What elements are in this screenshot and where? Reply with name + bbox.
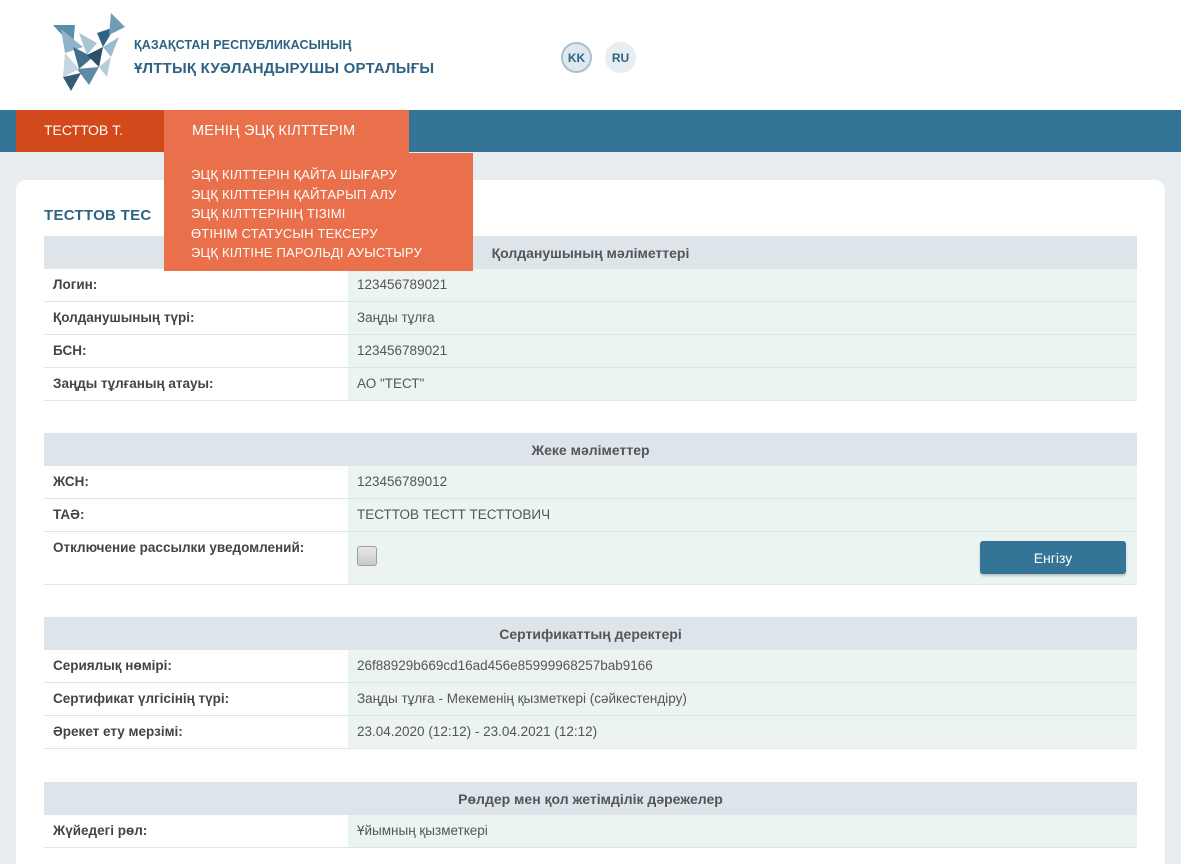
row-value: Ұйымның қызметкері — [348, 815, 1137, 847]
row-value — [348, 532, 1137, 584]
row-label: ТАӘ: — [44, 499, 348, 531]
row-value: АО "ТЕСТ" — [348, 368, 1137, 400]
row-value: 123456789021 — [348, 269, 1137, 301]
notify-disable-checkbox[interactable] — [357, 546, 377, 566]
table-header: Жеке мәліметтер — [44, 433, 1137, 466]
org-logo[interactable] — [53, 13, 129, 91]
row-label: Отключение рассылки уведомлений: — [44, 532, 348, 584]
dropdown-item-change-password[interactable]: ЭЦҚ КІЛТІНЕ ПАРОЛЬДІ АУЫСТЫРУ — [191, 245, 422, 260]
dropdown-item-reissue-keys[interactable]: ЭЦҚ КІЛТТЕРІН ҚАЙТА ШЫҒАРУ — [191, 167, 398, 182]
row-label: Әрекет ету мерзімі: — [44, 716, 348, 748]
dropdown-item-revoke-keys[interactable]: ЭЦҚ КІЛТТЕРІН ҚАЙТАРЫП АЛУ — [191, 186, 397, 202]
dropdown-item-check-status[interactable]: ӨТІНІМ СТАТУСЫН ТЕКСЕРУ — [191, 225, 378, 241]
row-value: 26f88929b669cd16ad456e85999968257bab9166 — [348, 650, 1137, 682]
nav-my-keys-menu[interactable]: МЕНІҢ ЭЦҚ КІЛТТЕРІМ — [164, 110, 409, 153]
table-row — [44, 815, 1137, 848]
roles-table — [44, 782, 1137, 848]
my-keys-dropdown — [164, 153, 473, 271]
table-row — [44, 368, 1137, 401]
row-label: Логин: — [44, 269, 348, 301]
row-label: Сериялық нөмірі: — [44, 650, 348, 682]
org-name-line1: ҚАЗАҚСТАН РЕСПУБЛИКАСЫНЫҢ — [134, 38, 352, 52]
table-row — [44, 650, 1137, 683]
row-value: 123456789021 — [348, 335, 1137, 367]
table-header: Қолданушының мәліметтері — [44, 236, 1137, 269]
row-label: Сертификат үлгісінің түрі: — [44, 683, 348, 715]
table-row — [44, 466, 1137, 499]
row-value: 23.04.2020 (12:12) - 23.04.2021 (12:12) — [348, 716, 1137, 748]
submit-button[interactable]: Енгізу — [980, 541, 1126, 574]
table-row — [44, 716, 1137, 749]
org-name — [134, 38, 434, 77]
table-header: Сертификаттың деректері — [44, 617, 1137, 650]
table-header: Рөлдер мен қол жетімділік дәрежелер — [44, 782, 1137, 815]
org-name-line2: ҰЛТТЫҚ КУӘЛАНДЫРУШЫ ОРТАЛЫҒЫ — [134, 60, 435, 77]
row-label: Заңды тұлғаның атауы: — [44, 368, 348, 400]
row-value: 123456789012 — [348, 466, 1137, 498]
lang-kk-button[interactable]: KK — [561, 42, 592, 73]
row-label: БСН: — [44, 335, 348, 367]
table-row — [44, 302, 1137, 335]
lang-ru-button[interactable]: RU — [605, 42, 636, 73]
nav-user-menu[interactable]: ТЕСТТОВ Т. — [16, 110, 164, 152]
row-label: Жүйедегі рөл: — [44, 815, 348, 847]
table-row — [44, 499, 1137, 532]
table-row — [44, 532, 1137, 585]
personal-data-table — [44, 433, 1137, 585]
row-label: Қолданушының түрі: — [44, 302, 348, 334]
table-row — [44, 335, 1137, 368]
row-value: Заңды тұлға - Мекеменің қызметкері (сәйкестендіру) — [348, 683, 1137, 715]
page-title: ТЕСТТОВ ТЕС — [44, 207, 152, 224]
table-row — [44, 683, 1137, 716]
certificate-table — [44, 617, 1137, 749]
row-value: ТЕСТТОВ ТЕСТТ ТЕСТТОВИЧ — [348, 499, 1137, 531]
row-value: Заңды тұлға — [348, 302, 1137, 334]
row-label: ЖСН: — [44, 466, 348, 498]
site-header — [0, 0, 1181, 110]
dropdown-item-keys-list[interactable]: ЭЦҚ КІЛТТЕРІНІҢ ТІЗІМІ — [191, 206, 346, 221]
table-row — [44, 269, 1137, 302]
